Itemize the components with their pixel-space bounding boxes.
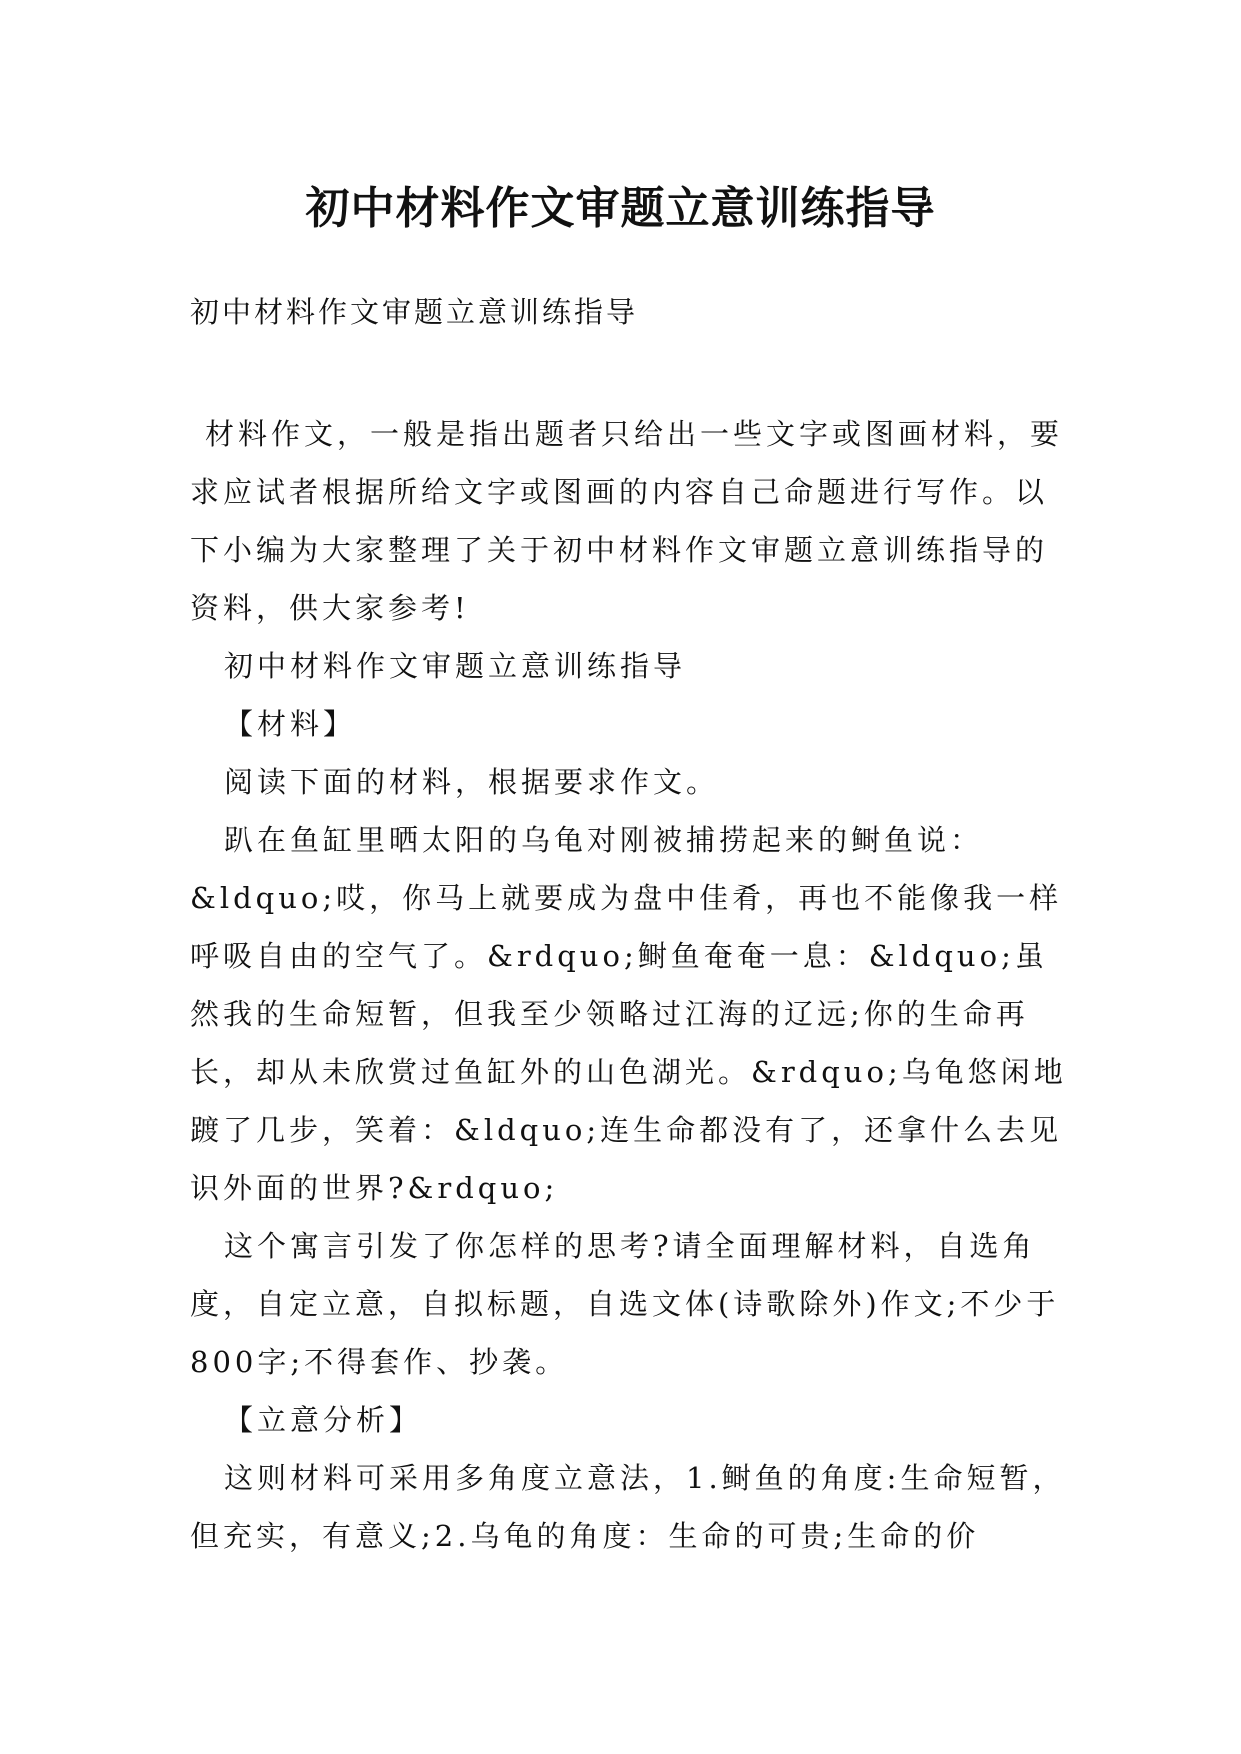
material-label: 【材料】	[224, 707, 357, 741]
document-subtitle: 初中材料作文审题立意训练指导	[190, 295, 639, 329]
intro-paragraph: 材料作文，一般是指出题者只给出一些文字或图画材料，要求应试者根据所给文字或图画的内容自己命题进行写作。以下小编为大家整理了关于初中材料作文审题立意训练指导的资料，供大家参考!	[190, 417, 1064, 625]
fable-paragraph: 趴在鱼缸里晒太阳的乌龟对刚被捕捞起来的鲥鱼说：&ldquo;哎，你马上就要成为盘中佳肴，再也不能像我一样呼吸自由的空气了。&rdquo;鲥鱼奄奄一息：&ldquo;虽然我的生命短暂，但我至少领略过江海的辽远;你的生命再长，却从未欣赏过鱼缸外的山色湖光。&rdquo;乌龟悠闲地踱了几步，笑着：&ldquo;连生命都没有了，还拿什么去见识外面的世界?&rdquo;	[190, 823, 1067, 1205]
document-title: 初中材料作文审题立意训练指导	[305, 183, 936, 235]
analysis-label: 【立意分析】	[224, 1403, 423, 1437]
analysis-paragraph: 这则材料可采用多角度立意法，1.鲥鱼的角度:生命短暂，但充实，有意义;2.乌龟的角度：生命的可贵;生命的价	[190, 1461, 1066, 1553]
document-body	[190, 405, 1070, 1565]
instruction-paragraph: 阅读下面的材料，根据要求作文。	[224, 765, 720, 799]
section-heading: 初中材料作文审题立意训练指导	[224, 649, 687, 683]
requirement-paragraph: 这个寓言引发了你怎样的思考?请全面理解材料，自选角度，自定立意，自拟标题，自选文体(诗歌除外)作文;不少于800字;不得套作、抄袭。	[190, 1229, 1060, 1379]
